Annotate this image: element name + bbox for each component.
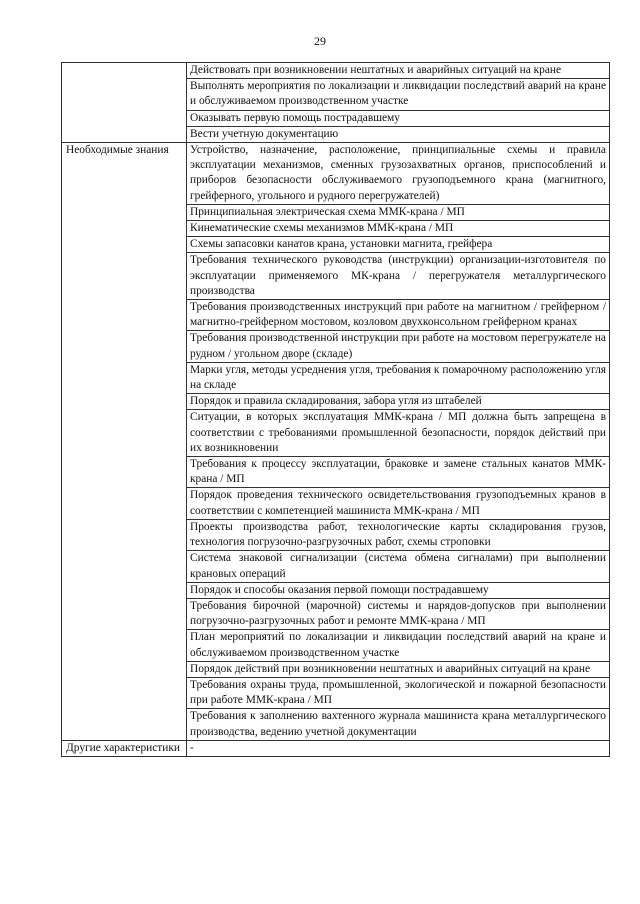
table-cell: Проекты производства работ, технологические карты складирования грузов, технология погрузочно-разгрузочных работ, схемы строповки <box>187 519 610 550</box>
table-row <box>62 740 610 756</box>
table-row <box>62 143 610 205</box>
table-cell: Требования бирочной (марочной) системы и нарядов-допусков при выполнении погрузочно-разгрузочных работ и ремонте ММК-крана / МП <box>187 598 610 629</box>
table-cell: Требования к заполнению вахтенного журнала машиниста крана металлургического производства, ведению учетной документации <box>187 709 610 740</box>
table-cell: Требования к процессу эксплуатации, браковке и замене стальных канатов ММК-крана / МП <box>187 457 610 488</box>
table-cell: Выполнять мероприятия по локализации и ликвидации последствий аварий на кране и обслуживаемом производственном участке <box>187 79 610 110</box>
table-cell: Устройство, назначение, расположение, принципиальные схемы и правила эксплуатации механизмов, сменных грузозахватных органов, приспособлений и приборов безопасности обслуживаемого грузоподъемного крана (магнитного, грейферного, угольного и рудного перегружателей) <box>187 143 610 205</box>
table-cell: Марки угля, методы усреднения угля, требования к помарочному расположению угля на складе <box>187 362 610 393</box>
knowledge-label: Необходимые знания <box>66 144 169 157</box>
table-cell: Требования производственных инструкций при работе на магнитном / грейферном / магнитно-грейферном мостовом, козловом двухконсольном грейферном кранах <box>187 300 610 331</box>
table-cell: Оказывать первую помощь пострадавшему <box>187 110 610 126</box>
empty-label-cell <box>62 63 187 143</box>
table-cell: Схемы запасовки канатов крана, установки магнита, грейфера <box>187 237 610 253</box>
other-label: Другие характеристики <box>66 741 181 754</box>
table-cell: Действовать при возникновении нештатных и аварийных ситуаций на кране <box>187 63 610 79</box>
table-cell: Система знаковой сигнализации (система обмена сигналами) при выполнении крановых операций <box>187 551 610 582</box>
table-cell: Кинематические схемы механизмов ММК-крана / МП <box>187 221 610 237</box>
table-row <box>62 63 610 79</box>
table-cell: План мероприятий по локализации и ликвидации последствий аварий на кране и обслуживаемом производственном участке <box>187 630 610 661</box>
table-cell: Порядок и способы оказания первой помощи пострадавшему <box>187 582 610 598</box>
other-value: - <box>190 741 194 754</box>
table-cell: Порядок и правила складирования, забора угля из штабелей <box>187 394 610 410</box>
table-cell: Порядок проведения технического освидетельствования грузоподъемных кранов в соответствии с компетенцией машиниста ММК-крана / МП <box>187 488 610 519</box>
table-cell <box>187 740 610 756</box>
competency-table <box>61 62 610 757</box>
other-label-cell <box>62 740 187 756</box>
table-cell: Требования производственной инструкции при работе на мостовом перегружателе на рудном / угольном дворе (складе) <box>187 331 610 362</box>
table-cell: Требования охраны труда, промышленной, экологической и пожарной безопасности при работе ММК-крана / МП <box>187 677 610 708</box>
knowledge-label-cell <box>62 143 187 741</box>
table-cell: Ситуации, в которых эксплуатация ММК-крана / МП должна быть запрещена в соответствии с требованиями промышленной безопасности, порядок действий при их возникновении <box>187 410 610 457</box>
table-cell: Вести учетную документацию <box>187 126 610 142</box>
page-number: 29 <box>314 34 326 48</box>
table-cell: Порядок действий при возникновении нештатных и аварийных ситуаций на кране <box>187 661 610 677</box>
table-cell: Требования технического руководства (инструкции) организации-изготовителя по эксплуатации применяемого МК-крана / перегружателя металлургического производства <box>187 253 610 300</box>
table-cell: Принципиальная электрическая схема ММК-крана / МП <box>187 204 610 220</box>
